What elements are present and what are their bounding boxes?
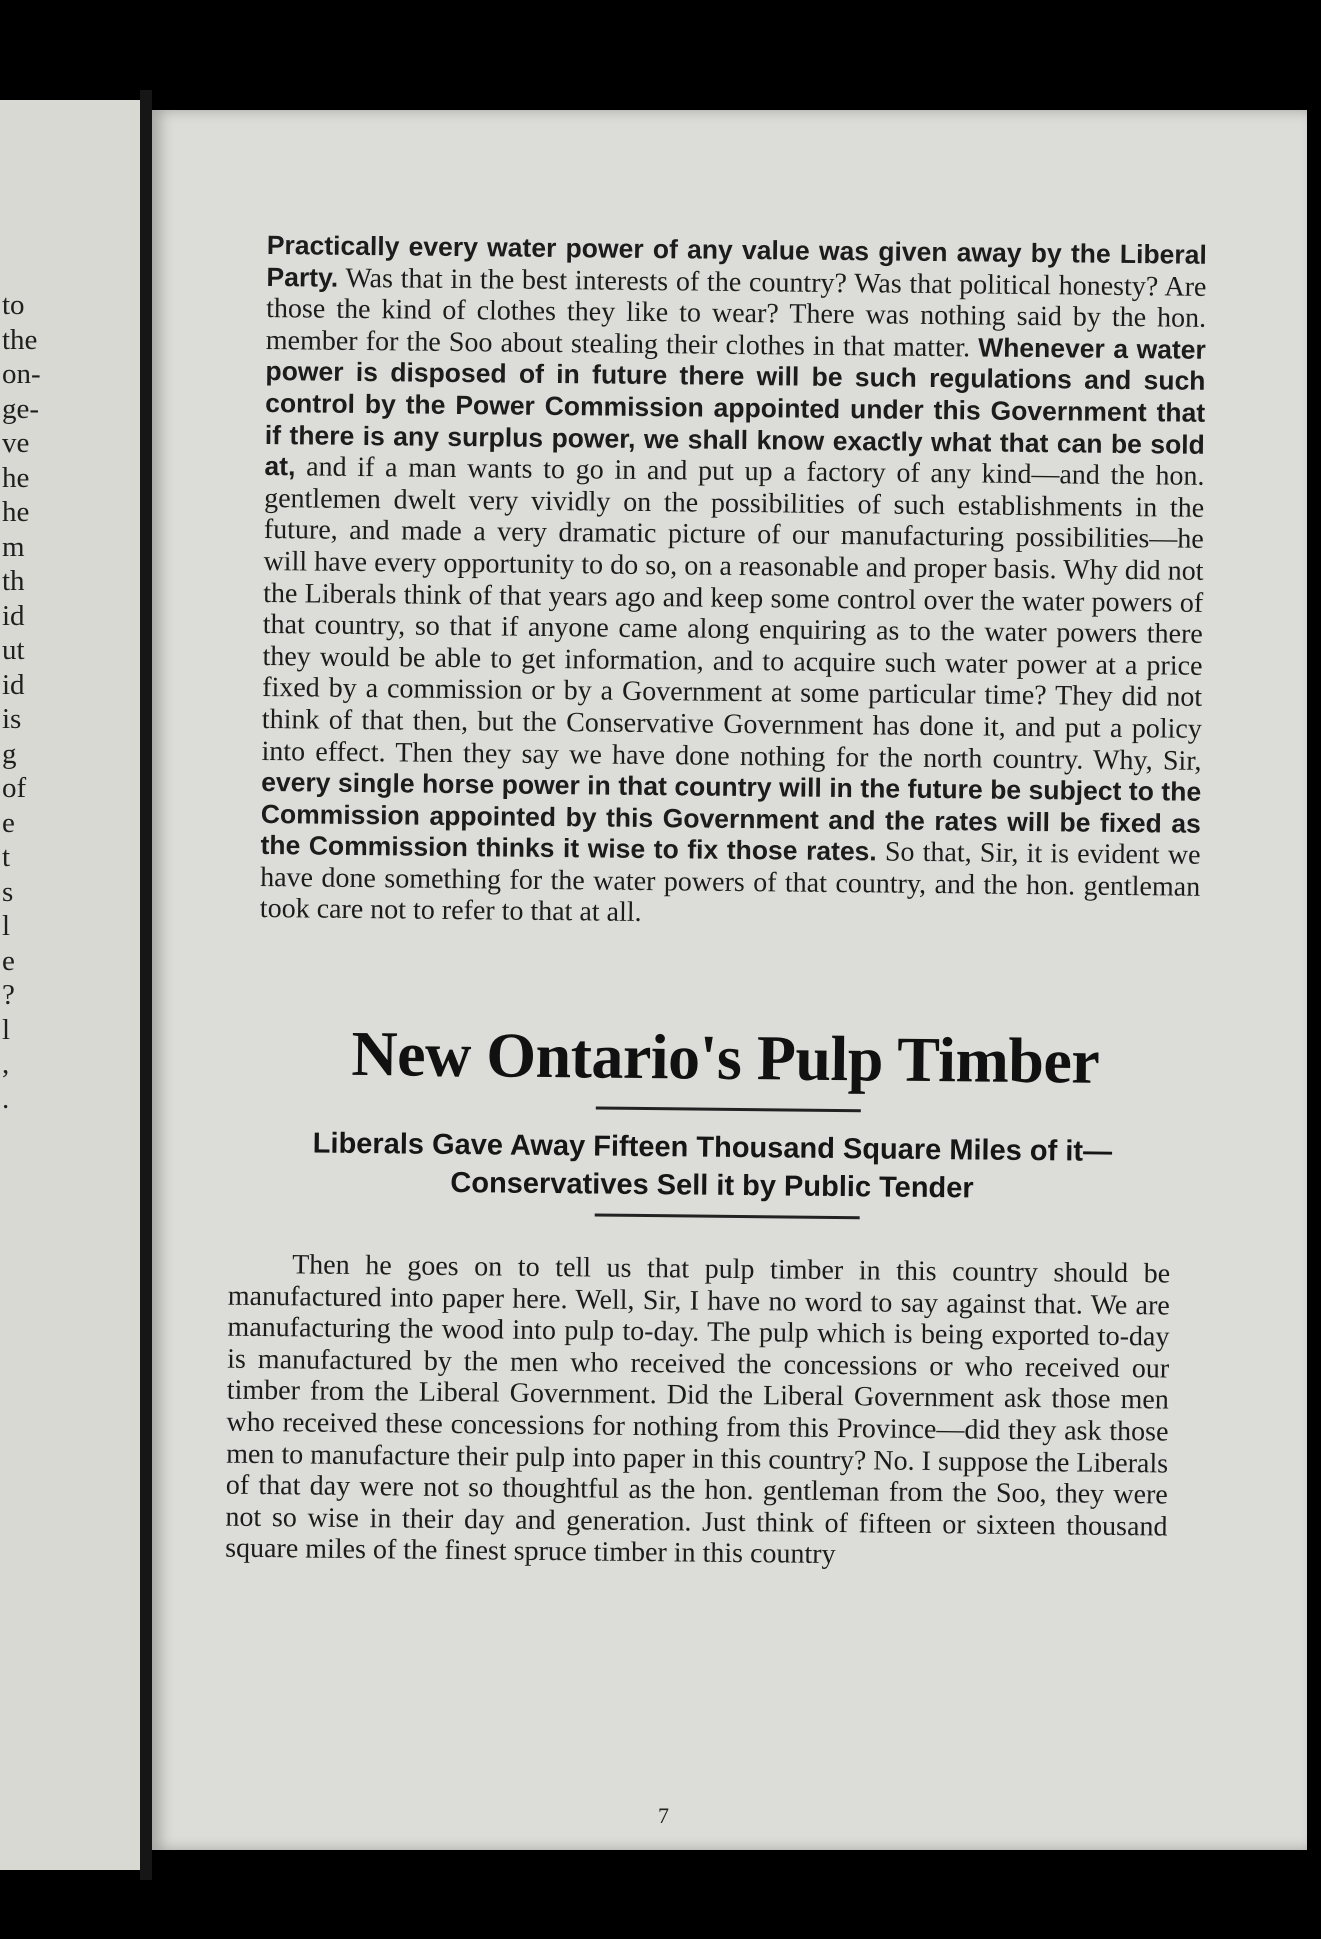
left-page-fragment: ut bbox=[2, 634, 25, 666]
left-page-fragment: t bbox=[2, 841, 11, 873]
headline-rule bbox=[595, 1107, 860, 1113]
section-headline: New Ontario's Pulp Timber bbox=[351, 1017, 1100, 1097]
bold-opening: Practically every water power of any value was given away by the Liberal Party. bbox=[266, 230, 1207, 293]
left-page-fragment: ? bbox=[2, 979, 15, 1011]
paragraph-water-power bbox=[260, 230, 1207, 935]
section-subheadline bbox=[227, 1124, 1198, 1210]
left-page-fragment: l bbox=[2, 1013, 11, 1046]
right-page bbox=[152, 110, 1307, 1850]
left-page-fragment: is bbox=[2, 703, 22, 735]
subheadline-line-1: Liberals Gave Away Fifteen Thousand Square Miles of it— bbox=[312, 1127, 1113, 1168]
left-page-fragment: he bbox=[2, 461, 30, 494]
left-page-fragment: g bbox=[2, 737, 17, 770]
left-page-fragment: to bbox=[2, 289, 25, 321]
paragraph-pulp-timber: Then he goes on to tell us that pulp timber in this country should be manufactured into paper here. Well, Sir, I have no word to say against that. We are manufacturing the wood into pulp to-day. The pulp which is being exported to-day is manufactured by the men who received the concessions or who received our timber from the Liberal Government. Did the Liberal Government ask those men who received these concessions for nothing from this Province—did they ask those men to manufacture their pulp into paper in this country? No. I suppose the Liberals of that day were not so thoughtful as the hon. gentleman from the Soo, they were not so wise in their day and generation. Just think of fifteen or sixteen thousand square miles of the finest spruce timber in this country bbox=[225, 1249, 1171, 1571]
bold-end: every single horse power in that country will in the future be subject to the Commission appointed by this Government and the rates will be fixed as the Commission thinks it wise to fix those rates. bbox=[260, 767, 1202, 867]
left-page-fragment: e bbox=[2, 944, 15, 977]
subheadline-line-2: Conservatives Sell it by Public Tender bbox=[450, 1167, 974, 1205]
left-page-fragment: s bbox=[2, 875, 14, 908]
left-page-fragment: m bbox=[2, 530, 25, 563]
left-page bbox=[0, 100, 140, 1870]
left-page-fragment: ge- bbox=[2, 392, 40, 425]
paragraph-text-c: So that, Sir, it is evident we have done something for the water powers of that country, and the hon. gentleman took care not to refer to that at all. bbox=[259, 836, 1201, 929]
left-page-fragment: e bbox=[2, 806, 15, 839]
left-page-fragment: ve bbox=[2, 427, 30, 459]
left-page-fragment: th bbox=[2, 565, 25, 597]
left-page-fragment: . bbox=[2, 1082, 10, 1115]
page-content bbox=[225, 230, 1207, 1575]
left-page-fragment: l bbox=[2, 910, 11, 942]
left-page-fragment: the bbox=[2, 323, 38, 356]
left-page-fragment: id bbox=[2, 668, 25, 701]
left-page-text-fragments bbox=[2, 288, 41, 1116]
book-gutter bbox=[140, 90, 152, 1880]
subheadline-rule bbox=[594, 1214, 859, 1220]
left-page-fragment: of bbox=[2, 772, 27, 804]
left-page-fragment: he bbox=[2, 496, 30, 528]
bold-middle: Whenever a water power is disposed of in future there will be such regulations and such control by the Power Commission appointed under this Government that if there is any surplus power, we shall know exactly what that can be sold at, bbox=[264, 332, 1206, 482]
paragraph-text-b: and if a man wants to go in and put up a factory of any kind—and the hon. gentlemen dwelt very vividly on the possibilities of such establishments in the future, and made a very dramatic picture of our manufacturing possibilities—he will have every opportunity to do so, on a reasonable and proper basis. Why did not the Liberals think of that years ago and keep some control over the water powers of that country, so that if anyone came along enquiring as to the water powers there they would be able to get information, and to acquire such water power at a price fixed by a commission or by a Government at some particular time? They did not think of that then, but the Conservative Government has done it, and put a policy into effect. Then they say we have done nothing for the north country. Why, Sir, bbox=[261, 451, 1205, 777]
page-number: 7 bbox=[658, 1803, 669, 1828]
paragraph-text-a: Was that in the best interests of the country? Was that political honesty? Are those the kind of clothes they like to wear? There was nothing said by the hon. member for the Soo about stealing their clothes in that matter. bbox=[265, 262, 1207, 364]
left-page-fragment: , bbox=[2, 1048, 10, 1080]
left-page-fragment: on- bbox=[2, 358, 41, 390]
left-page-fragment: id bbox=[2, 599, 25, 632]
